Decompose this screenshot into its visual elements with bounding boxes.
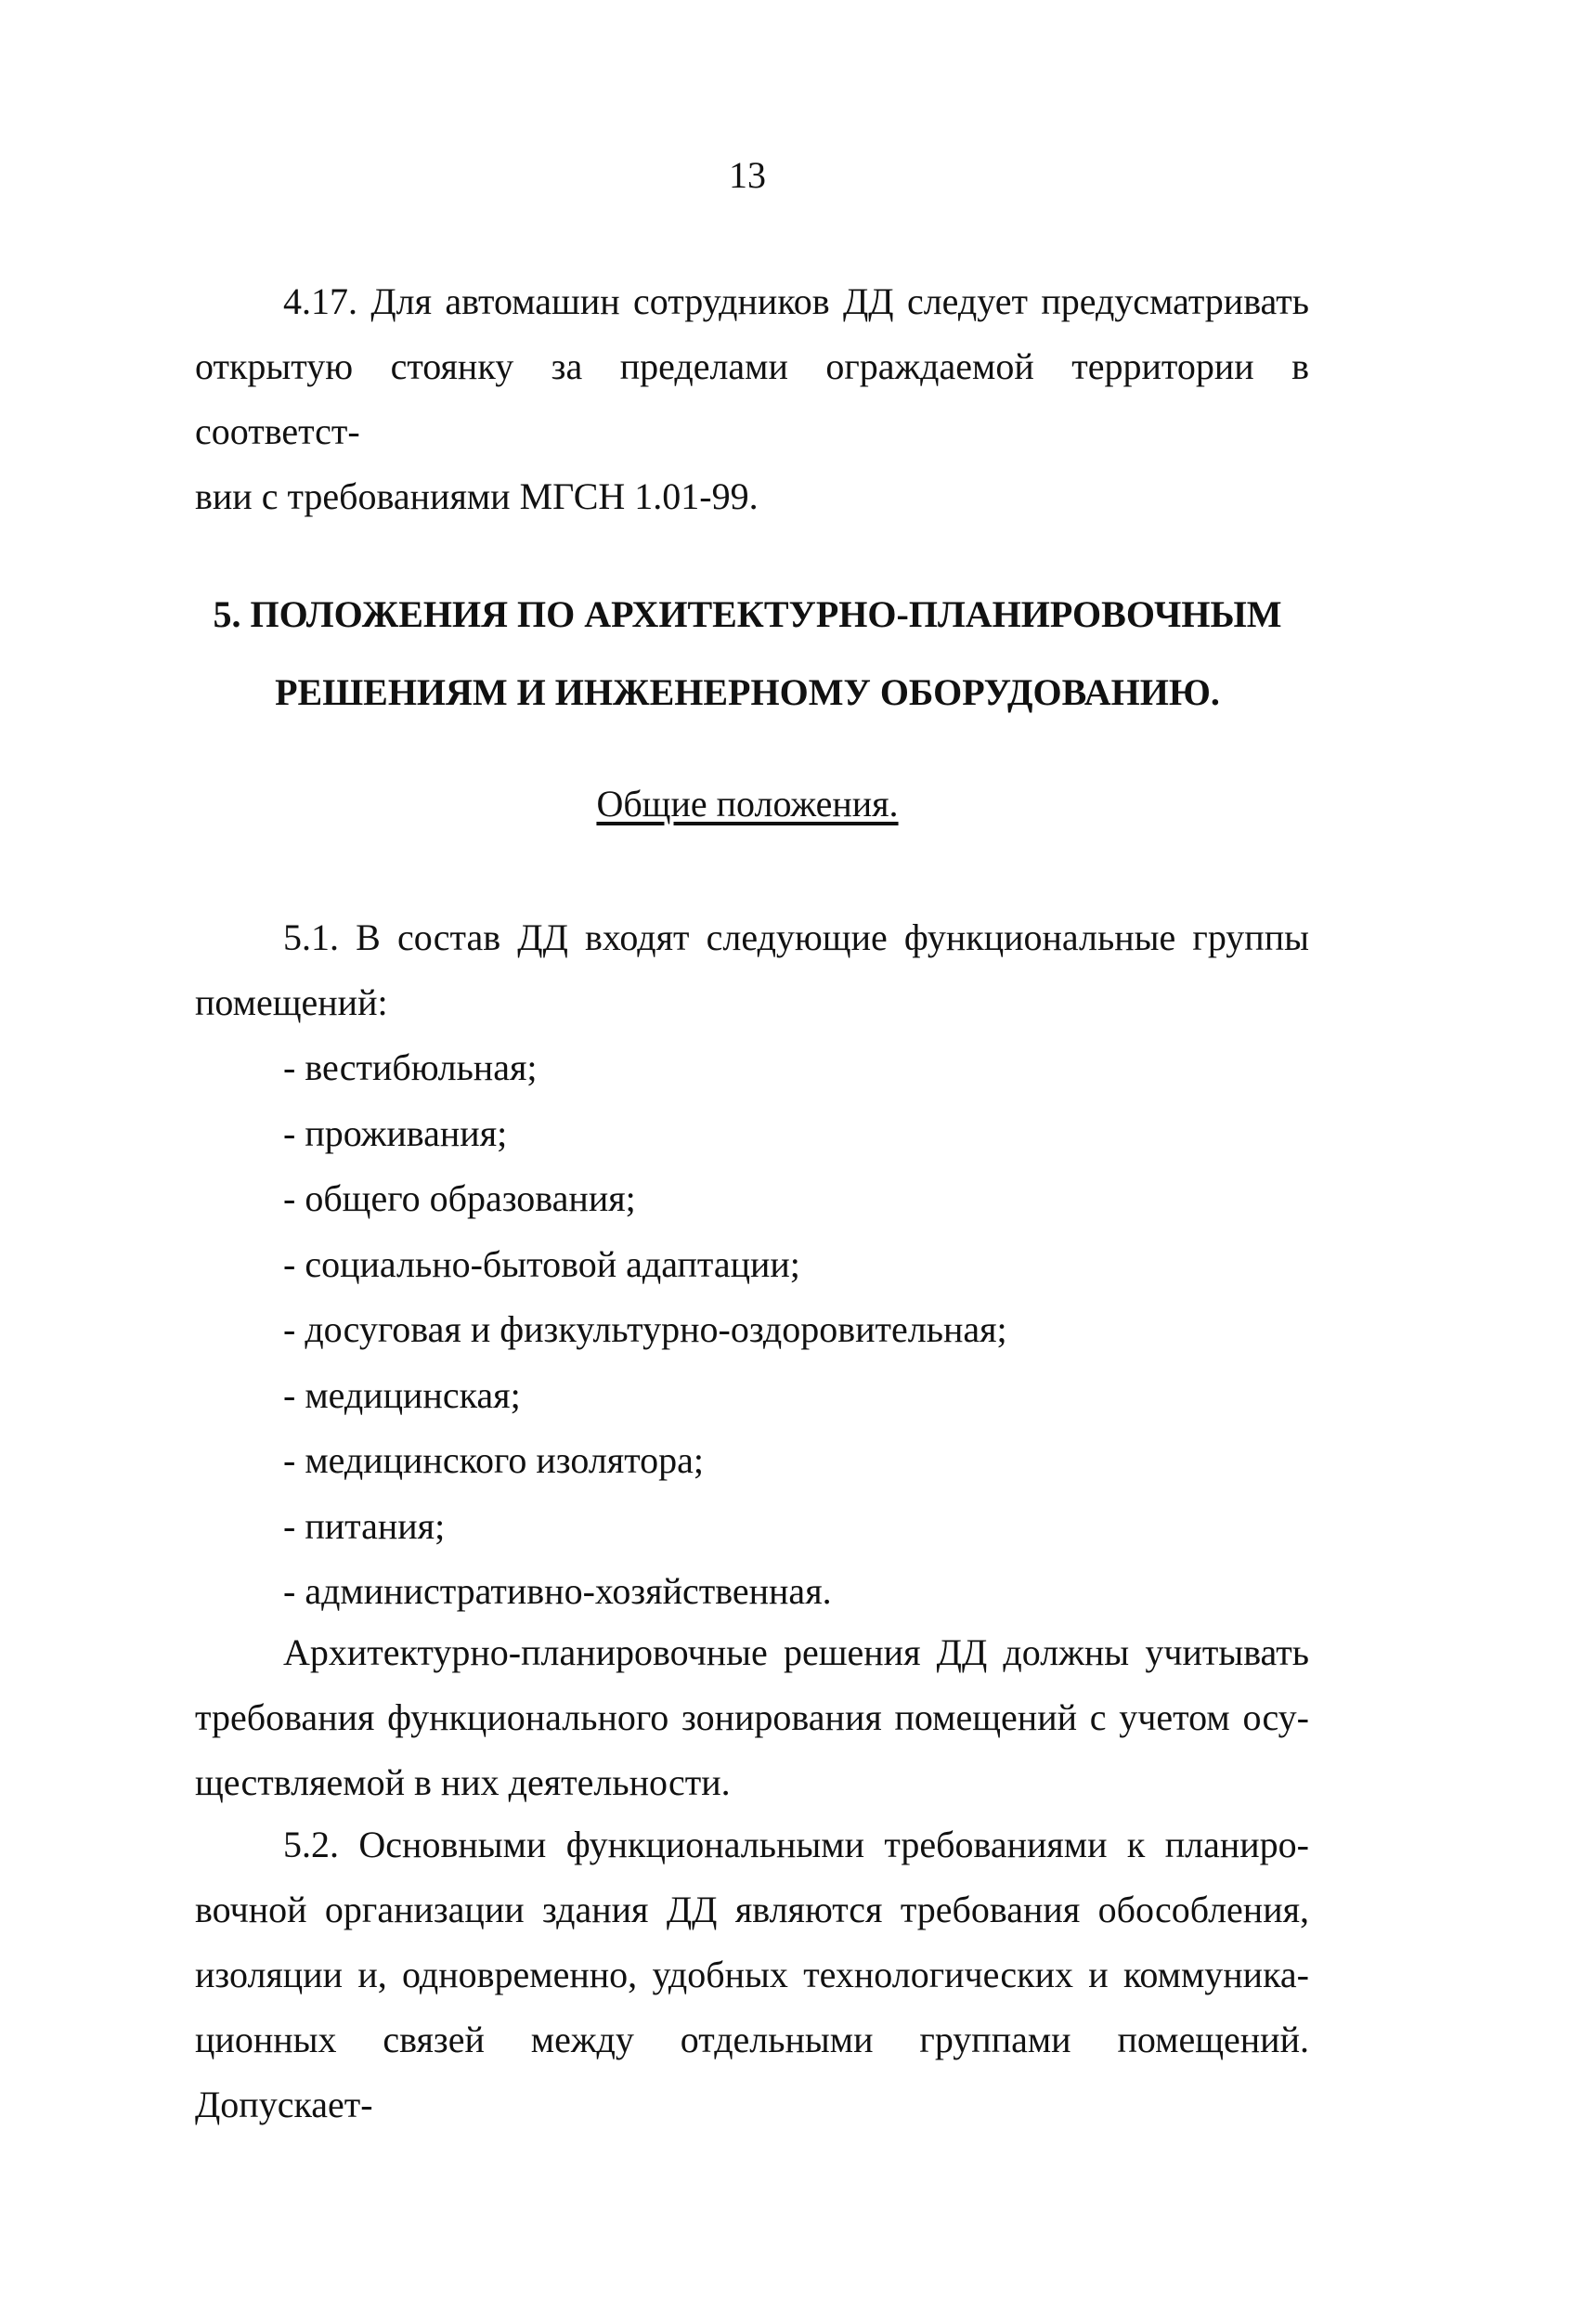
list-item: - общего образования; <box>283 1177 636 1219</box>
subsection-title: Общие положения. <box>596 783 899 825</box>
section-heading <box>0 576 1495 732</box>
list-item: - питания; <box>283 1504 446 1547</box>
paragraph-line: 4.17. Для автомашин сотрудников ДД следует предусматривать <box>283 280 1309 322</box>
paragraph-line: ционных связей между отдельными группами помещений. Допускает- <box>195 2019 1309 2125</box>
subsection-heading <box>0 782 1495 825</box>
paragraph-line: требования функционального зонирования помещений с учетом осу- <box>195 1696 1309 1738</box>
paragraph-line: открытую стоянку за пределами ограждаемой территории в соответст- <box>195 345 1309 452</box>
paragraph-4-17 <box>195 269 1309 529</box>
list-item: - досуговая и физкультурно-оздоровительная; <box>283 1308 1007 1350</box>
section-title-line-1: 5. ПОЛОЖЕНИЯ ПО АРХИТЕКТУРНО-ПЛАНИРОВОЧНЫМ <box>213 593 1282 635</box>
paragraph-line: Архитектурно-планировочные решения ДД должны учитывать <box>283 1631 1309 1673</box>
paragraph-5-1-intro <box>195 905 1309 1035</box>
paragraph-line: помещений: <box>195 981 388 1023</box>
paragraph-line: вочной организации здания ДД являются требования обособления, <box>195 1889 1309 1930</box>
list-item: - проживания; <box>283 1111 508 1154</box>
list-item: - социально-бытовой адаптации; <box>283 1242 800 1285</box>
list-item: - медицинского изолятора; <box>283 1439 705 1481</box>
paragraph-5-1-closing <box>195 1620 1309 1815</box>
paragraph-line: ществляемой в них деятельности. <box>195 1761 731 1803</box>
paragraph-line: 5.2. Основными функциональными требованиями к планиро- <box>283 1824 1309 1865</box>
paragraph-line: вии с требованиями МГСН 1.01-99. <box>195 475 759 517</box>
paragraph-5-2 <box>195 1812 1309 2137</box>
paragraph-line: изоляции и, одновременно, удобных технологических и коммуника- <box>195 1954 1309 1995</box>
section-title-line-2: РЕШЕНИЯМ И ИНЖЕНЕРНОМУ ОБОРУДОВАНИЮ. <box>275 671 1220 713</box>
functional-groups-list <box>283 1035 1007 1625</box>
list-item: - вестибюльная; <box>283 1046 538 1088</box>
list-item: - медицинская; <box>283 1373 521 1416</box>
list-item: - административно-хозяйственная. <box>283 1570 832 1612</box>
page-number: 13 <box>729 154 766 196</box>
paragraph-line: 5.1. В состав ДД входят следующие функциональные группы <box>283 916 1309 958</box>
